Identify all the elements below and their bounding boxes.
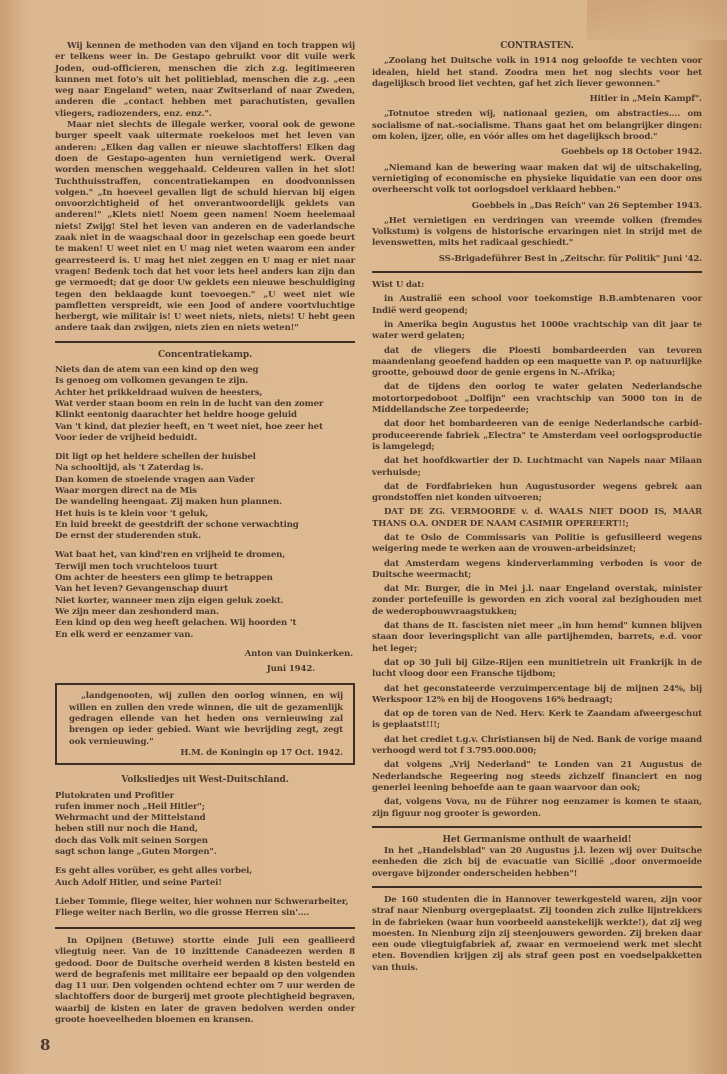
list-item: dat, volgens Vova, nu de Führer nog eenzamer is komen te staan, zijn figuur nog grooter is geworden. bbox=[372, 797, 702, 819]
verse-line: De ernst der studerenden stuk. bbox=[55, 531, 201, 542]
volksliedjes-title: Volksliedjes uit West-Duitschland. bbox=[121, 775, 289, 786]
verse-line: Het huis is te klein voor 't geluk, bbox=[55, 508, 209, 519]
list-item: in Australië een school voor toekomstige B.B.ambtenaren voor Indië werd geopend; bbox=[372, 294, 702, 316]
opijnen-article bbox=[55, 936, 355, 1026]
paragraph: Wij kennen de methoden van den vijand en toch trappen wij er telkens weer in. De Gestapo gebruikt voor dit vuile werk Joden, oud-officieren, menschen die zich z.g. legitimeeren kunnen met foto's uit het politieblad, menschen die z.g. „een weg naar Engeland" weten, naar Zwitserland of naar Zweden, anderen die „contact hebben met parachutisten, gevallen vliegers, radiozenders, enz. enz.". bbox=[55, 41, 355, 119]
studenten-article bbox=[372, 895, 702, 974]
quote-source: SS-Brigadeführer Best in „Zeitschr. für Politik" Juni '42. bbox=[438, 253, 702, 264]
stanza bbox=[55, 791, 355, 859]
contrasten-section bbox=[372, 41, 702, 265]
stanza bbox=[55, 866, 355, 889]
verse-line: We zijn meer dan zeshonderd man. bbox=[55, 606, 219, 617]
stanza bbox=[55, 365, 355, 444]
verse-line: rufen immer noch „Heil Hitler"; bbox=[55, 801, 205, 812]
divider bbox=[55, 927, 355, 929]
list-item: in Amerika begin Augustus het 1000e vrachtschip van dit jaar te water werd gelaten; bbox=[372, 319, 702, 342]
stanza bbox=[55, 452, 355, 542]
verse-line: Wat verder staan boom en rein in de lucht van den zomer bbox=[55, 398, 324, 409]
verse-line: heben still nur noch die Hand, bbox=[55, 824, 198, 835]
contrasten-quotes bbox=[372, 56, 702, 265]
page-number: 8 bbox=[40, 1036, 51, 1055]
verse-line: Niets dan de atem van een kind op den weg bbox=[55, 365, 259, 376]
verse-line: Niet korter, wanneer men zijn eigen geluk zoekt. bbox=[55, 595, 284, 606]
queen-quote: „landgenooten, wij zullen den oorlog winnen, en wij willen en zullen den vrede winnen, die uit de gezamenlijk gedragen ellende van het heden ons vernieuwing zal brengen op ieder gebied. Want wie bevrijding zegt, zegt ook vernieuwing." bbox=[69, 691, 343, 747]
list-item: dat het crediet t.g.v. Christiansen bij de Ned. Bank de vorige maand verhoogd werd tot f 3.795.000.000; bbox=[372, 734, 702, 757]
verse-line: Auch Adolf Hitler, und seine Partei! bbox=[55, 877, 222, 888]
divider bbox=[372, 886, 702, 888]
queen-quote-attribution: H.M. de Koningin op 17 Oct. 1942. bbox=[180, 747, 343, 758]
list-item: dat op de toren van de Ned. Herv. Kerk te Zaandam afweergeschut is geplaatst!!!; bbox=[372, 709, 702, 731]
verse-line: Dan komen de stoeiende vragen aan Vader bbox=[55, 474, 255, 485]
verse-line: Dit ligt op het heldere schellen der huisbel bbox=[55, 452, 256, 463]
verse-line: Waar morgen direct na de Mis bbox=[55, 485, 197, 496]
verse-line: Van het leven? Gevangenschap duurt bbox=[55, 584, 228, 595]
list-item: dat de tijdens den oorlog te water gelaten Nederlandsche motortorpedoboot „Dolfijn" een vrachtschip van 5000 ton in de Middellandsche Zee torpedeerde; bbox=[372, 382, 702, 416]
warning-article bbox=[55, 41, 355, 335]
list-item: dat Mr. Burger, die in Mei j.l. naar Engeland overstak, minister zonder portefeuille is geworden en zich vooral zal bezighouden met de wederopbouwvraagstukken; bbox=[372, 584, 702, 617]
paragraph: De 160 studenten die in Hannover tewerkgesteld waren, zijn voor straf naar Nienburg overgeplaatst. Zij toonden zich zulke lijntrekkers in de fabrieken (waar hun voorbeeld aanstekelijk werkte!), dat zij weg moesten. In Nienburg zijn zij steenjouwers geworden. Zij breken daar een oude vliegtuigfabriek af, zwaar en vermoeiend werk met slecht eten. Bovendien krijgen zij als straf geen post en voedselpakketten van thuis. bbox=[372, 895, 702, 973]
list-item: DAT DE ZG. VERMOORDE v. d. WAALS NIET DOOD IS, MAAR THANS O.A. ONDER DE NAAM CASIMIR OPEREERT!!; bbox=[372, 507, 702, 529]
verse-line: Klinkt eentonig daarachter het heldre hooge geluid bbox=[55, 410, 297, 421]
divider bbox=[55, 341, 355, 343]
quote-text: „Zoolang het Duitsche volk in 1914 nog geloofde te vechten voor idealen, hield het stand. Zoodra men het nog slechts voor het dagelijksch brood liet vechten, gaf het zich liever gewonnen." bbox=[372, 56, 702, 89]
stanza bbox=[55, 550, 355, 640]
list-item: dat thans de It. fascisten niet meer „in hun hemd" kunnen blijven staan door leveringsplicht van alle partijhemden, barrets, e.d. voor het leger; bbox=[372, 621, 702, 654]
verse-line: Om achter de heesters een glimp te betrappen bbox=[55, 573, 273, 584]
quote-source: Goebbels op 18 October 1942. bbox=[561, 147, 702, 158]
stanza bbox=[55, 897, 355, 920]
volksliedjes-stanzas bbox=[55, 791, 355, 920]
verse-line: Van 't kind, dat plezier heeft, en 't weet niet, hoe zeer het bbox=[55, 421, 323, 432]
verse-line: Wat baat het, van kind'ren en vrijheid te dromen, bbox=[55, 550, 286, 561]
verse-line: En luid breekt de geestdrift der schone verwachting bbox=[55, 519, 299, 530]
list-item: dat het geconstateerde verzuimpercentage bij de mijnen 24%, bij Werkspoor 12% en bij de Hoogovens 16% bedraagt; bbox=[372, 683, 702, 705]
wist-u-dat-list bbox=[372, 294, 702, 819]
germanisme-section bbox=[372, 835, 702, 880]
verse-line: Terwijl men toch vruchteloos tuurt bbox=[55, 561, 218, 572]
list-item: dat volgens „Vrij Nederland" te Londen van 21 Augustus de Nederlandsche Regeering nog steeds zichzelf financiert en nog generlei leening behoefde aan te gaan waarvoor dan ook; bbox=[372, 760, 702, 793]
verse-line: Een kind op den weg heeft gelachen. Wij hoorden 't bbox=[55, 618, 297, 629]
list-item: dat te Oslo de Commissaris van Politie is gefusilleerd wegens weigering mede te werken aan de vrouwen-arbeidsinzet; bbox=[372, 532, 702, 555]
queen-quote-box bbox=[55, 683, 355, 765]
contrasten-title: CONTRASTEN. bbox=[500, 41, 574, 51]
verse-line: Wehrmacht und der Mittelstand bbox=[55, 813, 206, 824]
verse-line: Fliege weiter nach Berlin, wo die grosse Herren sin'.... bbox=[55, 908, 310, 919]
quote-source: Hitler in „Mein Kampf". bbox=[589, 94, 702, 105]
quote-text: „Het vernietigen en verdringen van vreemde volken (fremdes Volkstum) is volgens de historische ervaringen niet in strijd met de levenswetten, mits het radicaal geschiedt." bbox=[372, 215, 702, 249]
quote-text: „Niemand kan de bewering waar maken dat wij de uitschakeling, vernietiging of economische en physieke liquidatie van een door ons overheerscht volk tot oorlogsdoel verklaard hebben." bbox=[372, 162, 702, 196]
divider bbox=[372, 271, 702, 273]
germanisme-title: Het Germanisme onthult de waarheid! bbox=[442, 834, 632, 845]
wist-u-dat-section bbox=[372, 280, 702, 820]
verse-line: Plutokraten und Profitler bbox=[55, 790, 175, 801]
quote-text: „Totnutoe streden wij, nationaal gezien, om abstracties.... om socialisme of nat.-socialisme. Thans gaat het om belangrijker dingen: om kolen, ijzer, olie, en vóór alles om het dagelijksch brood." bbox=[372, 109, 702, 143]
list-item: dat door het bombardeeren van de eenige Nederlandsche carbid-produceerende fabriek „Electra" te Amsterdam veel oorlogsproductie is lamgelegd; bbox=[372, 419, 702, 452]
list-item: dat de Fordfabrieken hun Augustusorder wegens gebrek aan grondstoffen niet konden uitvoeren; bbox=[372, 481, 702, 504]
poem-date: Juni 1942. bbox=[266, 664, 315, 675]
divider bbox=[372, 826, 702, 828]
verse-line: Lieber Tommie, fliege weiter, hier wohnen nur Schwerarbeiter, bbox=[55, 896, 349, 907]
poem-author: Anton van Duinkerken. bbox=[244, 648, 353, 659]
verse-line: Voor ieder de vrijheid beduidt. bbox=[55, 432, 198, 443]
poem-stanzas bbox=[55, 365, 355, 641]
paper-fold bbox=[587, 0, 727, 40]
volksliedjes bbox=[55, 775, 355, 919]
paragraph: In Opijnen (Betuwe) stortte einde Juli een geallieerd vliegtuig neer. Van de 10 inzittende Canadeezen werden 8 gedood. Door de Duitsche overheid werden 8 kisten besteld en werd de begrafenis met militaire eer bepaald op den volgenden dag 11 uur. Den volgenden ochtend echter om 7 uur werden de slachtoffers door de burgerij met groote plechtigheid begraven, waarbij de kisten en later de graven bedolven werden onder groote hoeveelheden bloemen en kransen. bbox=[55, 935, 355, 1026]
poem-concentratiekamp bbox=[55, 350, 355, 676]
verse-line: Es geht alles vorüber, es geht alles vorbei, bbox=[55, 866, 253, 877]
list-item: dat op 30 Juli bij Gilze-Rijen een munitietrein uit Frankrijk in de lucht vloog door een Fransche tijdbom; bbox=[372, 657, 702, 680]
list-item: dat Amsterdam wegens kinderverlamming verboden is voor de Duitsche weermacht; bbox=[372, 558, 702, 580]
verse-line: Is genoeg om volkomen gevangen te zijn. bbox=[55, 376, 249, 387]
poem-title: Concentratiekamp. bbox=[158, 349, 252, 360]
verse-line: Na schooltijd, als 't Zaterdag is. bbox=[55, 463, 204, 474]
quote-source: Goebbels in „Das Reich" van 26 September 1943. bbox=[471, 200, 702, 211]
paragraph: Maar niet slechts de illegale werker, vooral ook de gewone burger speelt vaak uitermate roekeloos met het leven van anderen: „Elken dag vallen er nieuwe slachtoffers! Elken dag doen de Gestapo-agenten hun vernietigend werk. Overal worden menschen weggehaald. Celdeuren vallen in het slot! Tuchthuisstraffen, concentratiekampen en doodvonnissen volgen." „In hoeveel gevallen ligt de schuld hiervan bij eigen onvoorzichtigheid of het onverantwoordelijk geklets van anderen!" „Klets niet! Noem geen namen! Noem heelemaal niets! Zwijg! Stel het leven van anderen en de vaderlandsche zaak niet in de waagschaal door in gezelschap een goede beurt te maken! U weet niet en U mag niet weten waarom een ander gearresteerd is. U mag het niet zeggen en U mag er niet naar vragen! Bedenk toch dat het voor iets heel anders kan zijn dan ge vermoedt; dat ge door Uw geklets een nieuwe beschuldiging tegen den beklaagde kunt toevoegen." „U weet niet wie pamfletten verspreidt, wie een Jood of andere voortvluchtige herbergt, wie militair is! U weet niets, niets, niets! U hebt geen andere taak dan zwijgen, niets zien en niets weten!" bbox=[55, 120, 355, 334]
verse-line: doch das Volk mit seinen Sorgen bbox=[55, 835, 208, 846]
list-item: dat het hoofdkwartier der D. Luchtmacht van Napels naar Milaan verhuisde; bbox=[372, 456, 702, 478]
left-column bbox=[40, 41, 355, 1055]
verse-line: sagt schon lange „Guten Morgen". bbox=[55, 847, 217, 857]
right-column bbox=[372, 41, 702, 974]
list-item: dat de vliegers die Ploesti bombardeerden van tevoren maandenlang geoefend hadden op een maquette van P. op natuurlijke grootte, gebouwd door de genie ergens in N.-Afrika; bbox=[372, 345, 702, 379]
paragraph: In het „Handelsblad" van 20 Augustus j.l. lezen wij over Duitsche eenheden die zich bij de evacuatie van Sicilië „door onvermoeide overgave bijzonder onderscheiden hebben"! bbox=[372, 846, 702, 879]
verse-line: De wandeling heengaat. Zij maken hun plannen. bbox=[55, 497, 282, 508]
verse-line: Achter het prikkeldraad wuiven de heesters, bbox=[55, 387, 263, 398]
verse-line: En elk werd er eenzamer van. bbox=[55, 629, 194, 640]
wist-u-dat-title: Wist U dat: bbox=[372, 280, 425, 291]
